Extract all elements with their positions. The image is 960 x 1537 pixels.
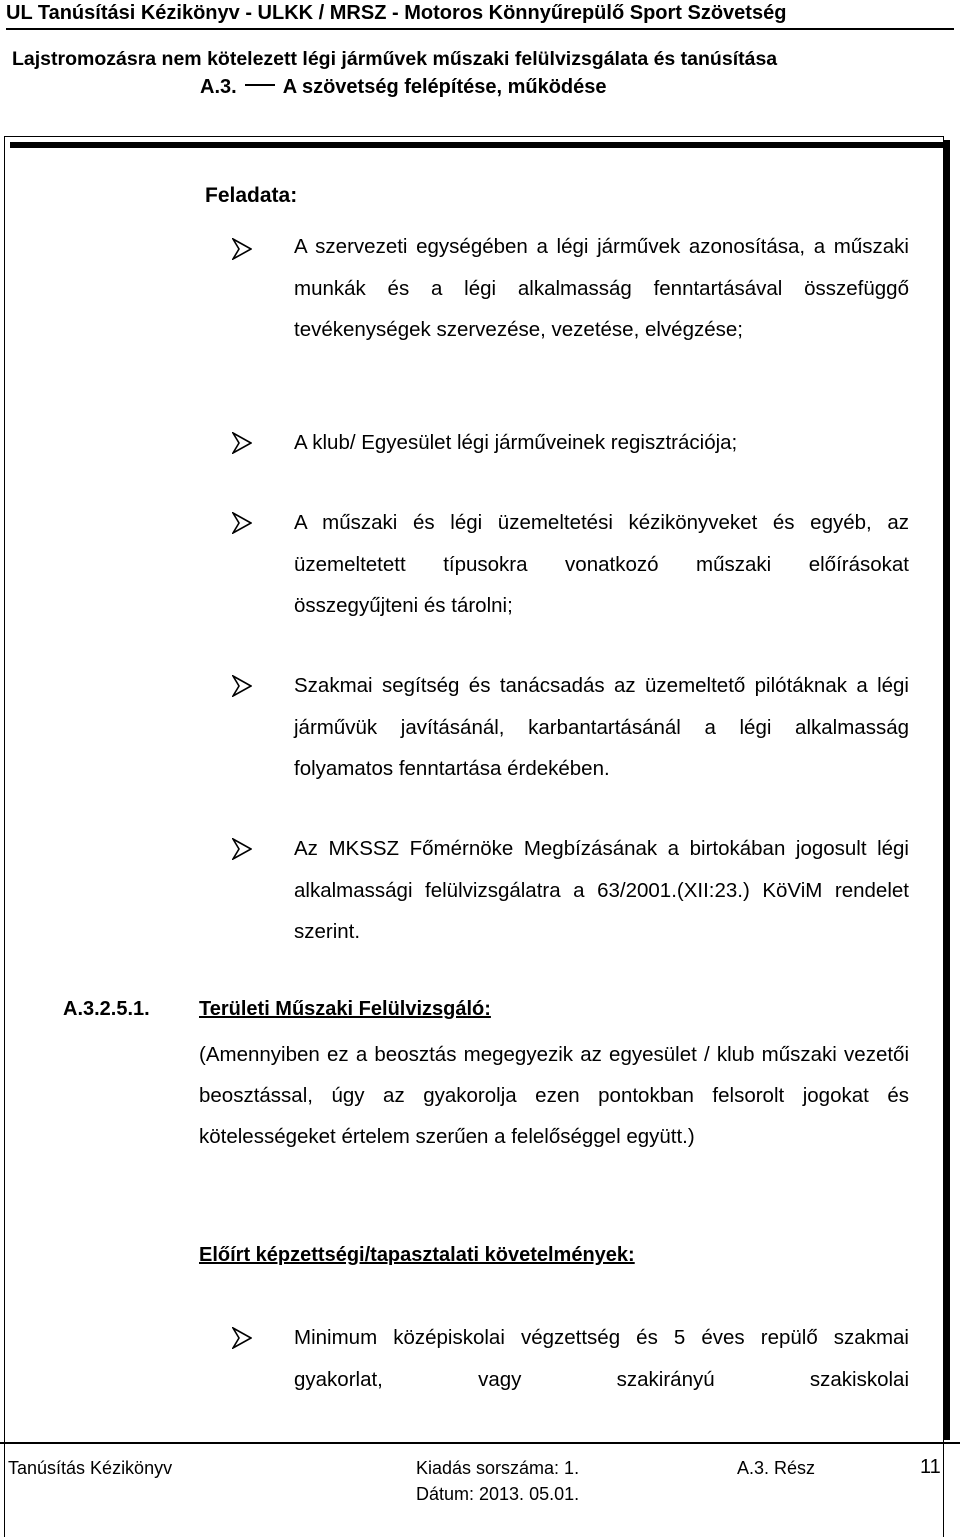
list-item-text: A műszaki és légi üzemeltetési kézikönyveket és egyéb, az üzemeltetett típusokra vonatkozó műszaki előírásokat összegyűjteni és tárolni; [294, 511, 909, 617]
header-subtitle: Lajstromozásra nem kötelezett légi járművek műszaki felülvizsgálata és tanúsítása [12, 48, 778, 70]
heading-dash [245, 84, 275, 86]
list-item-text: Szakmai segítség és tanácsadás az üzemeltető pilótáknak a légi járművük javításánál, karbantartásánál a légi alkalmasság folyamatos fenntartása érdekében. [294, 674, 909, 780]
chapter-title: A szövetség felépítése, működése [282, 76, 607, 98]
list-item-text: A szervezeti egységében a légi járművek azonosítása, a műszaki munkák és a légi alkalmasság fenntartásával összefüggő tevékenységek szervezése, vezetése, elvégzése; [294, 235, 909, 341]
section-body: (Amennyiben ez a beosztás megegyezik az egyesület / klub műszaki vezetői beosztással, úgy az gyakorolja ezen pontokban felsorolt jogokat és kötelességeket értelem szerűen a felelőséggel együtt.) [199, 1043, 909, 1148]
header-title: UL Tanúsítási Kézikönyv - ULKK / MRSZ - Motoros Könnyűrepülő Sport Szövetség [6, 2, 787, 24]
frame-shadow-top [10, 142, 948, 148]
chapter-code: A.3. [200, 76, 237, 98]
footer-edition: Kiadás sorszáma: 1. [416, 1458, 580, 1478]
arrowhead-bullet-icon [232, 838, 252, 860]
section-title [199, 998, 491, 1021]
list-item-text: A klub/ Egyesület légi járműveinek regisztrációja; [294, 431, 738, 454]
footer-manual-name: Tanúsítás Kézikönyv [8, 1458, 173, 1478]
arrowhead-bullet-icon [232, 432, 252, 454]
requirements-title: Előírt képzettségi/tapasztalati követelmények: [199, 1244, 635, 1266]
footer-date: Dátum: 2013. 05.01. [416, 1484, 580, 1504]
arrowhead-bullet-icon [232, 675, 252, 697]
section-number: A.3.2.5.1. [63, 998, 150, 1020]
section-title-text: Területi Műszaki Felülvizsgáló: [199, 998, 491, 1020]
footer-part: A.3. Rész [737, 1458, 816, 1478]
frame-shadow [944, 140, 950, 1440]
tasks-label: Feladata: [205, 184, 298, 207]
chapter-heading [200, 76, 960, 99]
header-divider [6, 28, 954, 30]
arrowhead-bullet-icon [232, 512, 252, 534]
footer-divider [0, 1442, 960, 1444]
list-item-text: Az MKSSZ Főmérnöke Megbízásának a birtokában jogosult légi alkalmassági felülvizsgálatra a 63/2001.(XII:23.) KöViM rendelet szerint. [294, 837, 909, 943]
arrowhead-bullet-icon [232, 1327, 252, 1349]
arrowhead-bullet-icon [232, 238, 252, 260]
footer-page-number: 11 [920, 1456, 941, 1478]
list-item-text: Minimum középiskolai végzettség és 5 éves repülő szakmai gyakorlat, vagy szakirányú szakiskolai [294, 1326, 909, 1391]
